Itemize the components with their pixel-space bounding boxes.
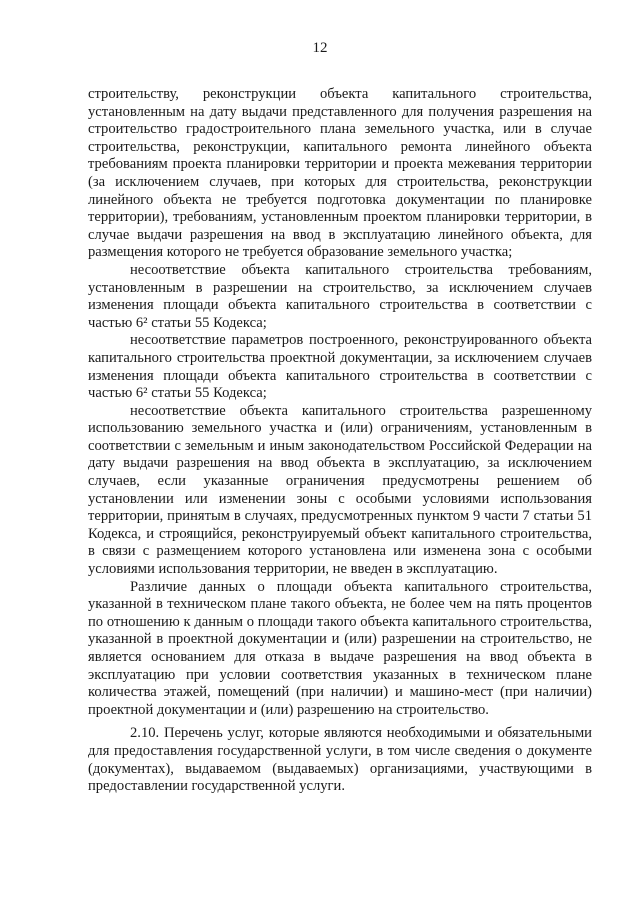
paragraph-nonconformity-permit: несоответствие объекта капитального строительства требованиям, установленным в разрешении на строительство, за исключением случаев изменения площади объекта капитального строительства в соответствии с частью 6² статьи 55 Кодекса;	[88, 261, 592, 331]
paragraph-nonconformity-land-use: несоответствие объекта капитального строительства разрешенному использованию земельного участка и (или) ограничениям, установленным в соответствии с земельным и иным законодательством Российской Федерации на дату выдачи разрешения на ввод объекта в эксплуатацию, за исключением случаев, если указанные ограничения предусмотрены решением об установлении или изменении зоны с особыми условиями использования территории, принятым в случаях, предусмотренных пунктом 9 части 7 статьи 51 Кодекса, и строящийся, реконструируемый объект капитального строительства, в связи с размещением которого установлена или изменена зона с особыми условиями использования территории, не введен в эксплуатацию.	[88, 402, 592, 578]
paragraph-continuation: строительству, реконструкции объекта капитального строительства, установленным на дату выдачи представленного для получения разрешения на строительство градостроительного плана земельного участка, или в случае строительства, реконструкции, капитального ремонта линейного объекта требованиям проекта планировки территории и проекта межевания территории (за исключением случаев, при которых для строительства, реконструкции линейного объекта не требуется подготовка документации по планировке территории), требованиям, установленным проектом планировки территории, в случае выдачи разрешения на ввод в эксплуатацию линейного объекта, для размещения которого не требуется образование земельного участка;	[88, 86, 592, 261]
paragraph-area-difference: Различие данных о площади объекта капитального строительства, указанной в техническом плане такого объекта, не более чем на пять процентов по отношению к данным о площади такого объекта капитального строительства, указанной в проектной документации и (или) разрешении на строительство, не является основанием для отказа в выдаче разрешения на ввод объекта в эксплуатацию при условии соответствия указанных в техническом плане количества этажей, помещений (при наличии) и машино-мест (при наличии) проектной документации и (или) разрешению на строительство.	[88, 578, 592, 718]
paragraph-nonconformity-parameters: несоответствие параметров построенного, реконструированного объекта капитального строительства проектной документации, за исключением случаев изменения площади объекта капитального строительства в соответствии с частью 6² статьи 55 Кодекса;	[88, 332, 592, 402]
page-number: 12	[312, 40, 328, 56]
document-body	[88, 86, 592, 796]
section-2-10: 2.10. Перечень услуг, которые являются необходимыми и обязательными для предоставления государственной услуги, в том числе сведения о документе (документах), выдаваемом (выдаваемых) организациями, участвующими в предоставлении государственной услуги.	[88, 725, 592, 795]
